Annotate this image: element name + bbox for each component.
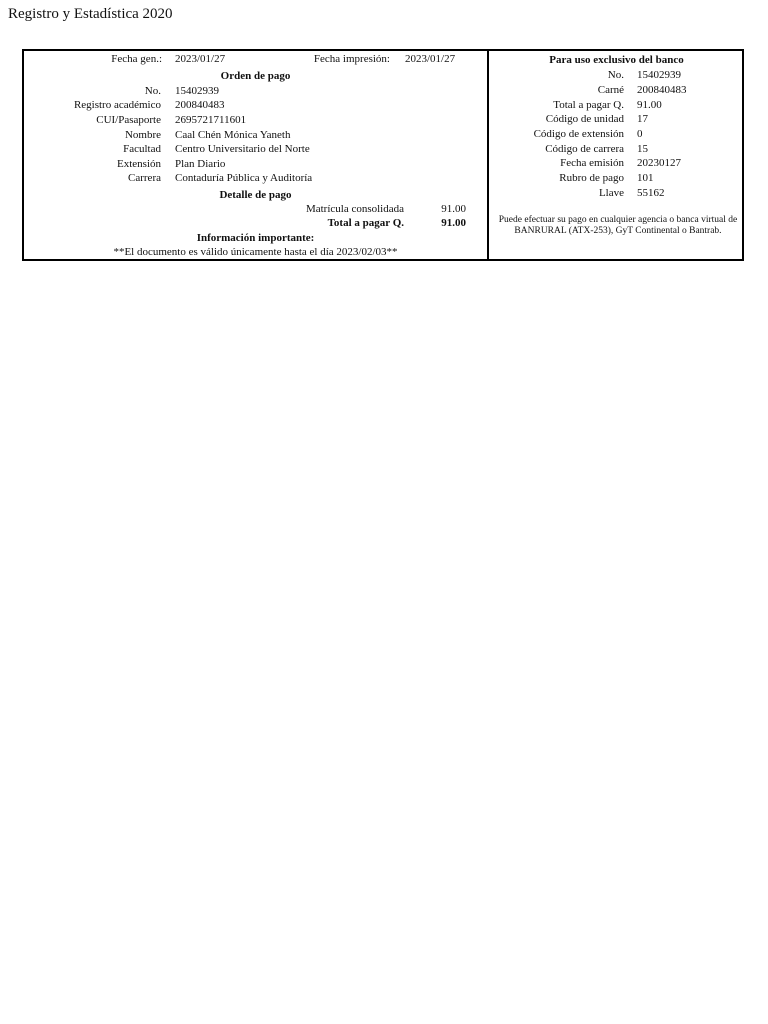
facultad-value: Centro Universitario del Norte (175, 143, 310, 155)
registro-academico-label: Registro académico (73, 99, 161, 111)
llave-label: Llave (598, 187, 624, 199)
page-header-title: Registro y Estadística 2020 (8, 6, 173, 22)
total-a-pagar-label: Total a pagar Q. (327, 217, 404, 229)
informacion-importante-title: Información importante: (196, 232, 315, 244)
fecha-gen-label: Fecha gen.: (111, 53, 162, 65)
codigo-carrera-value: 15 (637, 143, 648, 155)
codigo-unidad-value: 17 (637, 113, 648, 125)
no-label: No. (144, 85, 161, 97)
nombre-label: Nombre (124, 129, 161, 141)
fecha-gen-value: 2023/01/27 (175, 53, 226, 65)
payment-instructions-note: Puede efectuar su pago en cualquier agencia o banca virtual de BANRURAL (ATX-253), GyT Continental o Bantrab. (498, 215, 738, 236)
payment-order-form (22, 49, 744, 261)
orden-de-pago-title: Orden de pago (220, 70, 291, 82)
codigo-unidad-label: Código de unidad (545, 113, 624, 125)
matricula-label: Matrícula consolidada (305, 203, 404, 215)
bank-total-label: Total a pagar Q. (553, 99, 624, 111)
bank-no-label: No. (607, 69, 624, 81)
cui-pasaporte-label: CUI/Pasaporte (96, 114, 161, 126)
bank-use-title: Para uso exclusivo del banco (549, 54, 684, 66)
carne-value: 200840483 (637, 84, 687, 96)
fecha-emision-value: 20230127 (637, 157, 681, 169)
fecha-impresion-label: Fecha impresión: (313, 53, 390, 65)
rubro-pago-label: Rubro de pago (559, 172, 624, 184)
carne-label: Carné (597, 84, 624, 96)
extension-label: Extensión (117, 158, 161, 170)
bank-total-value: 91.00 (637, 99, 662, 111)
fecha-impresion-value: 2023/01/27 (405, 53, 456, 65)
detalle-de-pago-title: Detalle de pago (219, 189, 292, 201)
validity-note: **El documento es válido únicamente hasta el día 2023/02/03** (113, 246, 398, 258)
registro-academico-value: 200840483 (175, 99, 225, 111)
matricula-value: 91.00 (441, 203, 466, 215)
codigo-carrera-label: Código de carrera (545, 143, 624, 155)
facultad-label: Facultad (123, 143, 161, 155)
total-a-pagar-value: 91.00 (441, 217, 466, 229)
fecha-emision-label: Fecha emisión (560, 157, 624, 169)
bank-no-value: 15402939 (637, 69, 681, 81)
extension-value: Plan Diario (175, 158, 226, 170)
codigo-extension-value: 0 (637, 128, 643, 140)
nombre-value: Caal Chén Mónica Yaneth (175, 129, 291, 141)
cui-pasaporte-value: 2695721711601 (175, 114, 247, 126)
codigo-extension-label: Código de extensión (533, 128, 624, 140)
rubro-pago-value: 101 (637, 172, 654, 184)
carrera-label: Carrera (128, 172, 161, 184)
llave-value: 55162 (637, 187, 665, 199)
carrera-value: Contaduría Pública y Auditoría (175, 172, 313, 184)
no-value: 15402939 (175, 85, 219, 97)
